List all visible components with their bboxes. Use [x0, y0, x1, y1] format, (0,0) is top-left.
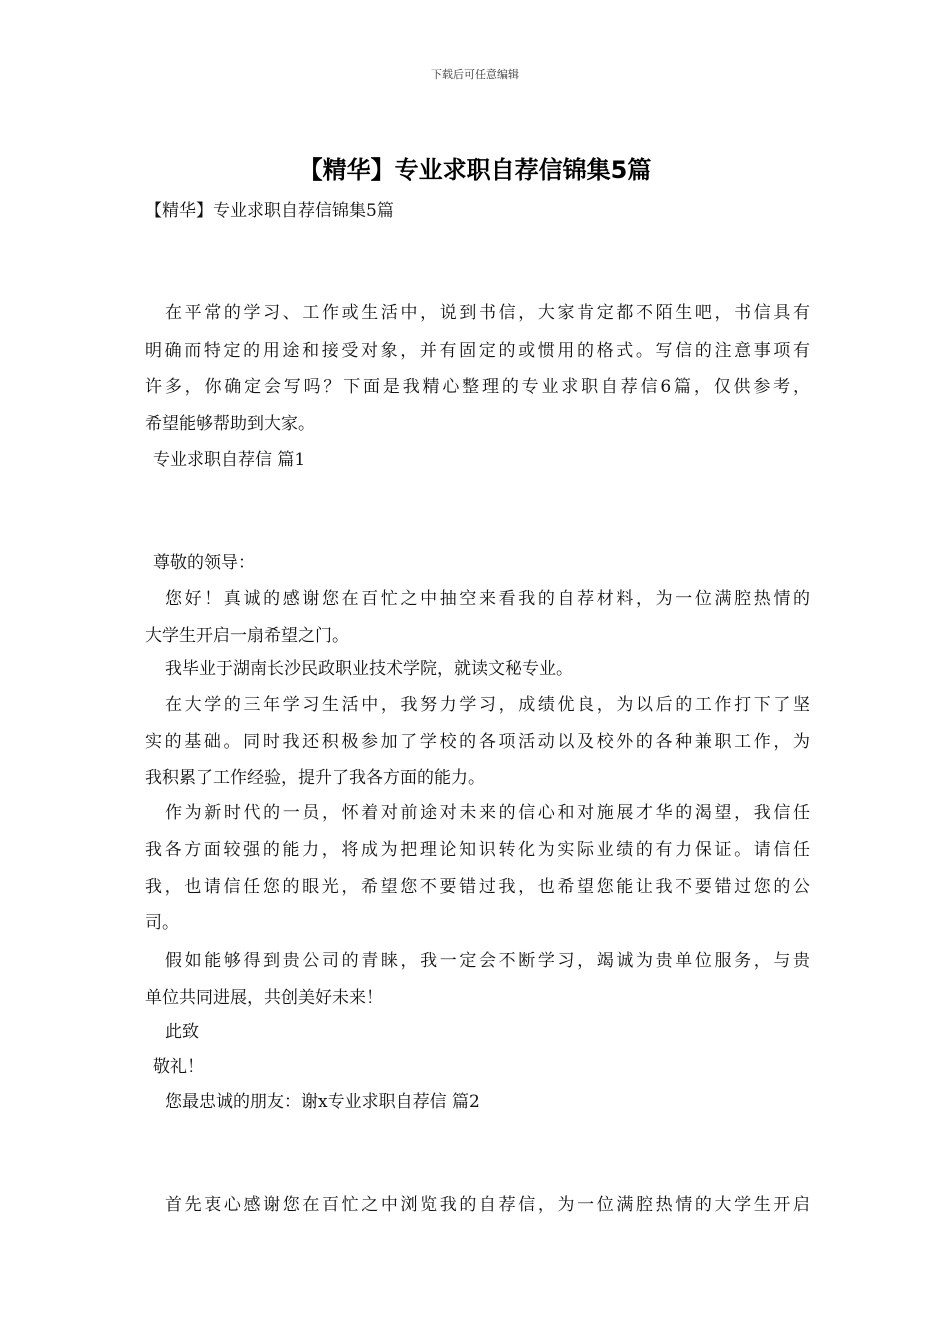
section-heading-1: 专业求职自荐信 篇1 — [153, 450, 306, 470]
intro-line-4: 希望能够帮助到大家。 — [145, 414, 315, 434]
letter1-line-12: 单位共同进展，共创美好未来！ — [145, 988, 383, 1008]
letter1-line-6: 我积累了工作经验，提升了我各方面的能力。 — [145, 768, 485, 788]
letter1-line-4: 在大学的三年学习生活中，我努力学习，成绩优良，为以后的工作打下了坚 — [165, 695, 810, 715]
signature-and-heading-2: 您最忠诚的朋友：谢x专业求职自荐信 篇2 — [165, 1092, 480, 1112]
salutation: 尊敬的领导： — [153, 553, 255, 573]
letter1-line-3: 我毕业于湖南长沙民政职业技术学院，就读文秘专业。 — [165, 659, 573, 679]
letter1-line-11: 假如能够得到贵公司的青睐，我一定会不断学习，竭诚为贵单位服务，与贵 — [165, 951, 810, 971]
letter1-line-7: 作为新时代的一员，怀着对前途对未来的信心和对施展才华的渴望，我信任 — [165, 803, 810, 823]
letter1-line-5: 实的基础。同时我还积极参加了学校的各项活动以及校外的各种兼职工作，为 — [145, 732, 810, 752]
intro-line-1: 在平常的学习、工作或生活中，说到书信，大家肯定都不陌生吧，书信具有 — [165, 303, 810, 323]
letter1-line-8: 我各方面较强的能力，将成为把理论知识转化为实际业绩的有力保证。请信任 — [145, 840, 810, 860]
intro-line-2: 明确而特定的用途和接受对象，并有固定的或惯用的格式。写信的注意事项有 — [145, 341, 810, 361]
closing-ci-zhi: 此致 — [165, 1022, 199, 1042]
document-title: 【精华】专业求职自荐信锦集5篇 — [298, 156, 652, 184]
intro-line-3: 许多，你确定会写吗？下面是我精心整理的专业求职自荐信6篇，仅供参考， — [145, 377, 810, 397]
letter1-line-2: 大学生开启一扇希望之门。 — [145, 626, 349, 646]
header-note: 下载后可任意编辑 — [431, 68, 519, 81]
closing-jing-li: 敬礼！ — [153, 1057, 204, 1077]
letter1-line-9: 我，也请信任您的眼光，希望您不要错过我，也希望您能让我不要错过您的公 — [145, 877, 810, 897]
subtitle-line: 【精华】专业求职自荐信锦集5篇 — [145, 201, 394, 221]
letter1-line-1: 您好！真诚的感谢您在百忙之中抽空来看我的自荐材料，为一位满腔热情的 — [165, 589, 810, 609]
letter2-line-1: 首先衷心感谢您在百忙之中浏览我的自荐信，为一位满腔热情的大学生开启 — [165, 1195, 810, 1215]
letter1-line-10: 司。 — [145, 913, 179, 933]
